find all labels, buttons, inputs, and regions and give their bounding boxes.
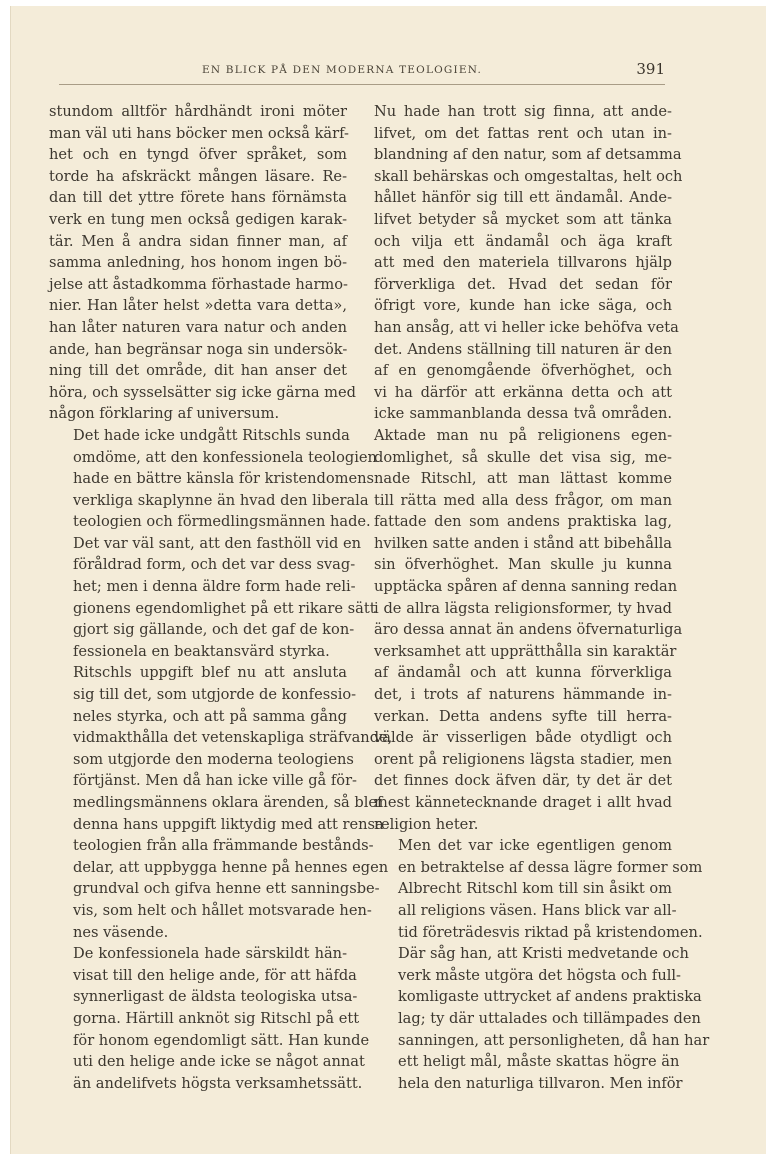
text-line: han låter naturen vara natur och anden <box>49 318 347 336</box>
right-column <box>374 101 710 1094</box>
text-line: teologien och förmedlingsmännen hade. <box>73 513 371 531</box>
text-line: all religions väsen. Hans blick var all- <box>398 901 677 919</box>
page-number: 391 <box>636 60 665 78</box>
text-line: mest kännetecknande draget i allt hvad <box>374 794 672 811</box>
text-line: det, i trots af naturens hämmande in- <box>374 686 672 704</box>
text-line: hållet hänför sig till ett ändamål. Ande- <box>374 189 672 207</box>
text-line: han ansåg, att vi heller icke behöfva veta <box>374 318 679 336</box>
text-line: fessionela en beaktansvärd styrka. <box>73 642 330 660</box>
text-line: blandning af den natur, som af detsamma <box>374 146 682 164</box>
text-line: Nu hade han trott sig finna, att ande- <box>374 103 672 120</box>
text-line: till rätta med alla dess frågor, om man <box>374 491 672 509</box>
text-line: jelse att åstadkomma förhastade harmo- <box>49 275 348 293</box>
text-line: Det hade icke undgått Ritschls sunda <box>73 426 350 444</box>
text-line: hvilken satte anden i stånd att bibehålla <box>374 534 672 552</box>
text-line: religion heter. <box>374 815 479 833</box>
text-line: stundom alltför hårdhändt ironi möter <box>49 103 347 120</box>
book-page <box>10 6 766 1154</box>
text-line: öfrigt vore, kunde han icke säga, och <box>374 297 672 315</box>
text-line: nade Ritschl, att man lättast komme <box>374 470 672 488</box>
paragraph <box>49 662 393 943</box>
text-line: tid företrädesvis riktad på kristendomen. <box>398 923 703 941</box>
text-line: som utgjorde den moderna teologiens <box>73 750 354 768</box>
text-line: het; men i denna äldre form hade reli- <box>73 578 356 596</box>
text-line: ande, han begränsar noga sin undersök- <box>49 340 348 358</box>
paragraph <box>374 101 683 835</box>
text-line: Ritschls uppgift blef nu att ansluta <box>73 664 347 682</box>
text-line: Där såg han, att Kristi medvetande och <box>398 945 689 963</box>
text-line: att med den materiela tillvarons hjälp <box>374 254 672 272</box>
text-line: verk en tung men också gedigen karak- <box>49 210 347 228</box>
text-line: gorna. Härtill anknöt sig Ritschl på ett <box>73 1009 360 1027</box>
text-line: delar, att uppbygga henne på hennes egen <box>73 858 389 876</box>
text-line: sanningen, att personligheten, då han har <box>398 1031 710 1049</box>
left-column <box>49 101 393 1094</box>
text-line: hela den naturliga tillvaron. Men inför <box>398 1074 683 1092</box>
text-line: komligaste uttrycket af andens praktiska <box>398 988 702 1006</box>
text-line: Aktade man nu på religionens egen- <box>374 426 672 444</box>
text-line: De konfessionela hade särskildt hän- <box>73 945 347 963</box>
text-line: vi ha därför att erkänna detta och att <box>374 383 672 401</box>
text-line: dan till det yttre förete hans förnämsta <box>49 189 347 207</box>
text-line: het och en tyngd öfver språket, som <box>49 146 347 164</box>
text-line: Albrecht Ritschl kom till sin åsikt om <box>398 880 672 898</box>
text-line: icke sammanblanda dessa två områden. <box>374 405 672 423</box>
text-line: ett heligt mål, måste skattas högre än <box>398 1053 680 1071</box>
text-line: sig till det, som utgjorde de konfessio- <box>73 686 357 704</box>
text-line: uti den helige ande icke se något annat <box>73 1053 365 1071</box>
text-line: synnerligast de äldsta teologiska utsa- <box>73 988 358 1006</box>
text-line: denna hans uppgift liktydig med att rensa <box>73 815 384 833</box>
text-line: föråldrad form, och det var dess svag- <box>73 556 356 574</box>
text-line: höra, och sysselsätter sig icke gärna med <box>49 383 356 401</box>
text-line: någon förklaring af universum. <box>49 405 280 423</box>
running-title: EN BLICK PÅ DEN MODERNA TEOLOGIEN. <box>201 64 482 76</box>
text-line: Det var väl sant, att den fasthöll vid en <box>73 534 362 552</box>
text-line: domlighet, så skulle det visa sig, me- <box>374 448 672 466</box>
text-line: verkliga skaplynne än hvad den liberala <box>73 491 369 509</box>
text-line: än andelifvets högsta verksamhetssätt. <box>73 1074 363 1092</box>
text-line: teologien från alla främmande bestånds- <box>73 837 374 855</box>
text-line: upptäcka spåren af denna sanning redan <box>374 578 678 596</box>
text-line: äro dessa annat än andens öfvernaturliga <box>374 621 683 639</box>
text-line: välde är visserligen både otydligt och <box>374 729 672 747</box>
paragraph <box>49 943 370 1094</box>
text-line: sin öfverhöghet. Man skulle ju kunna <box>374 556 672 574</box>
paragraph <box>374 835 710 1094</box>
text-line: ning till det område, dit han anser det <box>49 362 347 380</box>
text-line: en betraktelse af dessa lägre former som <box>398 858 703 876</box>
text-line: gjort sig gällande, och det gaf de kon- <box>73 621 355 639</box>
text-line: lag; ty där uttalades och tillämpades den <box>398 1009 701 1027</box>
text-line: grundval och gifva henne ett sanningsbe- <box>73 880 380 898</box>
text-line: omdöme, att den konfessionela teologien <box>73 448 377 466</box>
text-line: neles styrka, och att på samma gång <box>73 707 347 725</box>
text-line: i de allra lägsta religionsformer, ty hvad <box>374 599 672 617</box>
paragraph <box>49 101 356 425</box>
text-line: verk måste utgöra det högsta och full- <box>398 966 681 984</box>
text-line: visat till den helige ande, för att häfda <box>73 966 357 984</box>
text-line: tär. Men å andra sidan finner man, af <box>49 232 347 250</box>
text-line: af en genomgående öfverhöghet, och <box>374 362 672 380</box>
text-line: förtjänst. Men då han icke ville gå för- <box>73 772 357 790</box>
text-line: verkan. Detta andens syfte till herra- <box>374 707 672 725</box>
text-line: af ändamål och att kunna förverkliga <box>374 664 672 682</box>
text-line: och vilja ett ändamål och äga kraft <box>374 232 672 250</box>
text-line: vidmakthålla det vetenskapliga sträfvande, <box>73 729 393 747</box>
text-line: lifvet betyder så mycket som att tänka <box>374 210 672 228</box>
text-line: det. Andens ställning till naturen är den <box>374 340 672 358</box>
text-line: Men det var icke egentligen genom <box>398 837 672 855</box>
text-line: förverkliga det. Hvad det sedan för <box>374 275 672 293</box>
text-line: orent på religionens lägsta stadier, men <box>374 750 672 768</box>
text-line: för honom egendomligt sätt. Han kunde <box>73 1031 370 1049</box>
text-line: nes väsende. <box>73 923 169 941</box>
text-line: medlingsmännens oklara ärenden, så blef <box>73 794 383 811</box>
text-line: vis, som helt och hållet motsvarade hen- <box>73 901 372 919</box>
text-line: torde ha afskräckt mången läsare. Re- <box>49 167 347 185</box>
paragraph <box>49 425 377 663</box>
text-line: skall behärskas och omgestaltas, helt och <box>374 167 683 185</box>
text-line: hade en bättre känsla för kristendomens <box>73 470 375 488</box>
text-line: samma anledning, hos honom ingen bö- <box>49 254 347 272</box>
text-line: gionens egendomlighet på ett rikare sätt <box>73 599 376 617</box>
text-line: fattade den som andens praktiska lag, <box>374 513 672 531</box>
text-line: det finnes dock äfven där, ty det är det <box>374 772 672 790</box>
text-line: lifvet, om det fattas rent och utan in- <box>374 124 672 142</box>
text-line: man väl uti hans böcker men också kärf- <box>49 124 349 142</box>
text-line: verksamhet att upprätthålla sin karaktär <box>374 642 677 660</box>
page-header <box>59 56 665 85</box>
text-line: nier. Han låter helst »detta vara detta», <box>49 297 347 315</box>
